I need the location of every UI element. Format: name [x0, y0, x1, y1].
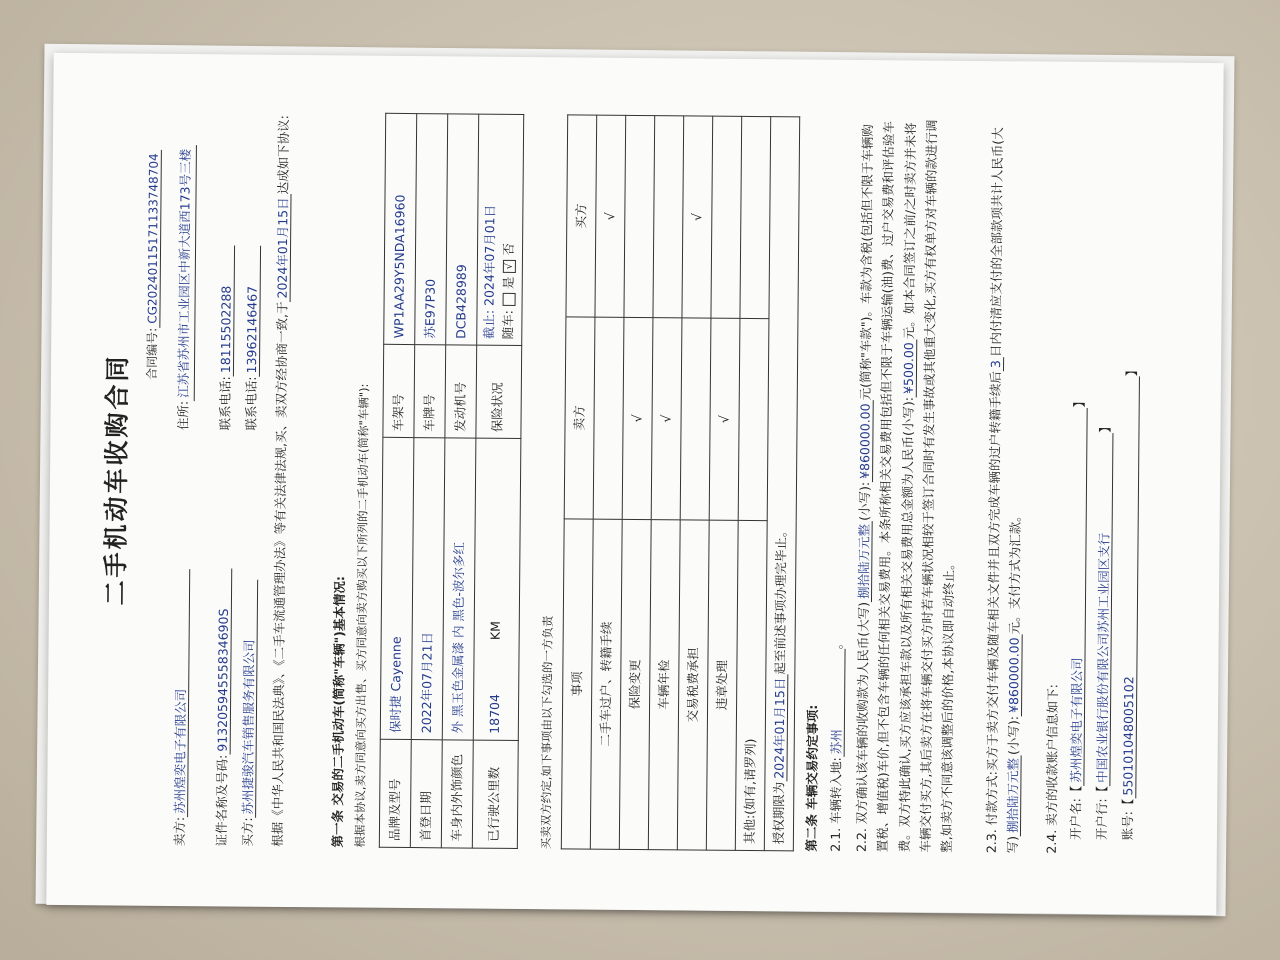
- engine-label: 发动机号: [445, 345, 477, 438]
- clause-2-1: 2.1. 车辆转入地:苏州。: [827, 636, 845, 852]
- insurance-value: 截止: 2024年07月01日 随车: 是 √ 否: [477, 114, 524, 346]
- table-row: 二手车过户、转籍手续 √: [590, 115, 625, 849]
- brand-label: 品牌及型号: [379, 739, 411, 847]
- table-row: 其他:(如有,请罗列): [735, 116, 770, 850]
- article2-title: 第二条 车辆交易约定事项:: [803, 704, 821, 852]
- clause-2-3: 2.3. 付款方式:买方于卖方交付车辆及随车相关文件并且双方完成车辆的过户转籍手续后3日内付清应支付的全部款项共计人民币(大写)捌拾陆万元整(小写):¥860000.00元。支付方式为汇款。: [983, 127, 1024, 854]
- address-line: 住所:江苏省苏州市工业园区中新大道西173号三楼: [174, 145, 196, 430]
- contract-page: [46, 53, 1223, 915]
- insurance-label: 保险状况: [476, 346, 521, 439]
- mileage-label: 已行驶公里数: [472, 740, 517, 848]
- engine-value: DCB428989: [446, 114, 479, 346]
- document-title: 二手机动车收购合同: [100, 353, 133, 606]
- plate-label: 车牌号: [414, 345, 446, 438]
- plate-value: 苏E97P30: [415, 114, 448, 346]
- reg-date-value: 2022年07月21日: [411, 438, 445, 740]
- mileage-value: 18704 KM: [473, 439, 520, 741]
- duty-table: [561, 114, 800, 851]
- color-label: 车身内外饰颜色: [441, 740, 473, 848]
- vin-label: 车架号: [383, 345, 415, 438]
- buyer-line: 买方:苏州捷骏汽车销售服务有限公司: [239, 579, 260, 846]
- duty-header-item: 事项: [561, 519, 593, 850]
- table-row: 保险变更 √: [619, 115, 654, 849]
- seller-line: 卖方:苏州煌奕电子有限公司: [171, 569, 192, 846]
- reg-date-label: 首登日期: [410, 740, 442, 848]
- clause-2-2: 2.2. 双方确认该车辆的收购款为人民币(大写)捌拾陆万元整(小写):¥860000.00元(简称"车款")。车款为含税(包括但不限于车辆购置税、增值税)车价,但不包含车辆的任何相关交易费用。本条所称相关交易费用包括但不限于车辆运输(油)费、过户交易费和评估验车费。双方特此确认,买方应该承担车款以及所有相关交易费用总金额为人民币(小写):¥500.00元。如本合同签订之前/之时卖方并未将车辆交付买方,其后卖方在将车辆交付买方时若车辆状况相较于签订合同时有发生事故或其他重大变化,买方有权单方对车辆的款进行调整,如卖方不同意该调整后的价格,本协议即自动终止。: [853, 119, 957, 853]
- id-line: 证件名称及号码:91320594555834690S: [213, 568, 234, 846]
- color-value: 外 黑玉色金属漆 内 黑色-波尔多红: [442, 438, 476, 740]
- contract-body: [66, 69, 1203, 899]
- duty-header-buyer: 买方: [566, 115, 597, 317]
- no-checkbox[interactable]: √: [503, 260, 516, 273]
- article1-intro: 根据本协议,卖方同意向买方出售、买方同意向卖方购买以下所列的二手机动车(简称"车辆"):: [352, 383, 371, 848]
- phone1-line: 联系电话:18115502288: [216, 246, 236, 431]
- table-row: 违章处理 √: [706, 116, 741, 850]
- account-name-line: 开户名:【苏州煌奕电子有限公司】: [1067, 395, 1087, 840]
- article1-title: 第一条 交易的二手机动车(简称"车辆")基本情况:: [329, 576, 348, 848]
- vehicle-info-table: [379, 113, 524, 849]
- clause-2-4: 2.4. 卖方的收款账户信息如下:: [1043, 684, 1061, 854]
- phone2-line: 联系电话:13962146467: [242, 246, 262, 431]
- duty-note: 买卖双方约定,如下事项由以下勾选的一方负责: [538, 615, 555, 850]
- table-row: 车辆年检 √: [648, 116, 683, 850]
- vin-value: WP1AA29Y5NDA16960: [384, 113, 417, 345]
- bank-line: 开户行:【中国农业银行股份有限公司苏州工业园区支行】: [1093, 420, 1113, 841]
- basis-paragraph: 根据《中华人民共和国民法典》、《二手车流通管理办法》等有关法律法规,买、卖双方经协商一致,于2024年01月15日达成如下协议:: [269, 115, 292, 847]
- contract-number: 合同编号:CG20240115171133748704: [143, 149, 163, 380]
- yes-checkbox[interactable]: [502, 293, 515, 306]
- table-row: 交易税费承担 √: [677, 116, 712, 850]
- account-number-line: 账号:【550101048005102】: [1119, 363, 1140, 841]
- duty-header-seller: 卖方: [564, 317, 595, 519]
- table-row: 授权期限为2024年01月15日起至前述事项办理完毕止。: [764, 117, 799, 851]
- brand-value: 保时捷 Cayenne: [380, 438, 414, 740]
